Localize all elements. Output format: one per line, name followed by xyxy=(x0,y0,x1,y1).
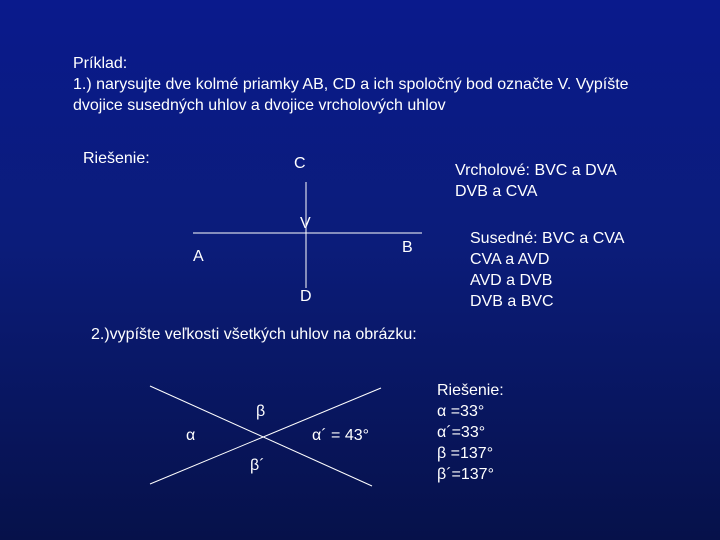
vertical-angles-line-1: Vrcholové: BVC a DVA xyxy=(455,162,617,179)
point-d-label: D xyxy=(300,288,312,305)
adjacent-angles-line-1: Susedné: BVC a CVA xyxy=(470,230,625,247)
solution-2-label: Riešenie: xyxy=(437,382,504,399)
example-line-1: 1.) narysujte dve kolmé priamky AB, CD a ich spoločný bod označte V. Vypíšte xyxy=(73,76,629,93)
solution-2-line-2: α´=33° xyxy=(437,424,486,441)
angle-alpha-prime-label: α´ = 43° xyxy=(312,427,370,444)
solution-2-line-3: β =137° xyxy=(437,445,494,462)
angle-beta-label: β xyxy=(256,403,266,420)
adjacent-angles-line-4: DVB a BVC xyxy=(470,293,554,310)
example-heading: Príklad: xyxy=(73,55,128,72)
solution-2 xyxy=(437,380,504,485)
point-c-label: C xyxy=(294,155,306,172)
vertical-angles xyxy=(455,160,617,202)
task-2-label: 2.)vypíšte veľkosti všetkých uhlov na obrázku: xyxy=(91,326,417,343)
point-b-label: B xyxy=(402,239,413,256)
angle-alpha-label: α xyxy=(186,427,196,444)
solution-2-line-1: α =33° xyxy=(437,403,485,420)
adjacent-angles-line-2: CVA a AVD xyxy=(470,251,550,268)
adjacent-angles-line-3: AVD a DVB xyxy=(470,272,553,289)
adjacent-angles xyxy=(470,228,624,312)
point-v-label: V xyxy=(300,215,311,232)
solution-2-line-4: β´=137° xyxy=(437,466,494,483)
example-line-2: dvojice susedných uhlov a dvojice vrcholových uhlov xyxy=(73,97,446,114)
point-a-label: A xyxy=(193,248,204,265)
vertical-angles-line-2: DVB a CVA xyxy=(455,183,538,200)
solution-1-label: Riešenie: xyxy=(83,150,150,167)
angle-beta-prime-label: β´ xyxy=(250,457,265,474)
